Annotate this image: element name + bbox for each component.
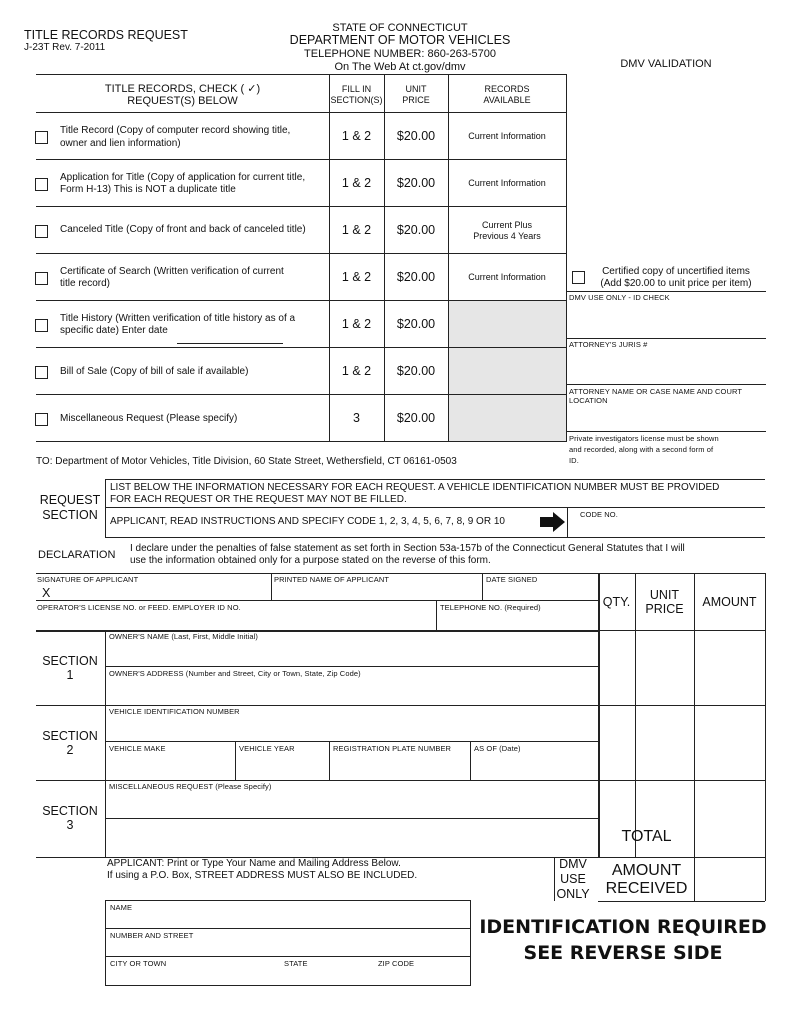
dmv-validation-label: DMV VALIDATION: [620, 58, 712, 70]
request-available: Current Information: [468, 131, 546, 141]
vehicle-make-field[interactable]: [109, 755, 231, 777]
vehicle-make-label: VEHICLE MAKE: [109, 744, 166, 753]
checkbox-application-for-title[interactable]: [35, 178, 48, 191]
request-desc: Certificate of Search (Written verification of current: [60, 266, 284, 277]
dmv-use-only: DMV: [559, 857, 587, 871]
request-available: Current Information: [468, 178, 546, 188]
request-desc: Application for Title (Copy of application for current title,: [60, 172, 306, 183]
request-price: $20.00: [396, 176, 436, 190]
telephone-field[interactable]: [440, 613, 595, 628]
checkbox-bill-of-sale[interactable]: [35, 366, 48, 379]
vin-field[interactable]: [109, 717, 594, 739]
request-instructions: LIST BELOW THE INFORMATION NECESSARY FOR EACH REQUEST. A VEHICLE IDENTIFICATION NUMBER MUST BE PROVIDED: [110, 482, 720, 493]
qty-header: QTY.: [602, 595, 631, 609]
section-1-label: SECTION: [42, 654, 98, 668]
request-sections: 1 & 2: [341, 364, 372, 378]
dmv-use-only: USE: [560, 872, 586, 886]
request-price: $20.00: [396, 364, 436, 378]
request-sections: 1 & 2: [341, 129, 372, 143]
total-amount-field[interactable]: [695, 820, 764, 856]
website: On The Web At ct.gov/dmv: [334, 61, 466, 73]
plate-number-field[interactable]: [333, 755, 466, 777]
mailing-instructions: If using a P.O. Box, STREET ADDRESS MUST ALSO BE INCLUDED.: [107, 870, 418, 881]
attorney-juris-label: ATTORNEY'S JURIS #: [569, 340, 648, 349]
printed-name-field[interactable]: [274, 584, 479, 599]
owner-name-label: OWNER'S NAME (Last, First, Middle Initial): [109, 632, 258, 641]
section-1-label: 1: [66, 668, 74, 682]
pi-note: and recorded, along with a second form of: [569, 445, 714, 454]
mailing-instructions: APPLICANT: Print or Type Your Name and Mailing Address Below.: [107, 858, 401, 869]
header-records: RECORDS: [484, 84, 530, 94]
pi-note: Private investigators license must be shown: [569, 434, 719, 443]
license-no-label: OPERATOR'S LICENSE NO. or FEED. EMPLOYER ID NO.: [37, 603, 241, 612]
total-label: TOTAL: [621, 828, 672, 845]
request-instructions: FOR EACH REQUEST OR THE REQUEST MAY NOT BE FILLED.: [110, 494, 407, 505]
unit-price-header: UNIT: [649, 588, 680, 602]
request-available: Current Plus: [481, 220, 533, 230]
header-sections: SECTION(S): [330, 95, 383, 105]
header-fill-in: FILL IN: [341, 84, 372, 94]
section-2-label: 2: [66, 743, 74, 757]
request-price: $20.00: [396, 270, 436, 284]
mail-name-field[interactable]: [110, 912, 465, 926]
to-address: TO: Department of Motor Vehicles, Title Division, 60 State Street, Wethersfield, CT 06161-0503: [36, 456, 457, 467]
pi-note: ID.: [569, 456, 579, 465]
code-no-label: CODE NO.: [580, 510, 618, 519]
mail-street-field[interactable]: [110, 940, 465, 954]
signature-field[interactable]: [60, 584, 265, 599]
form-number: J-23T Rev. 7-2011: [24, 42, 106, 53]
mail-zip-label: ZIP CODE: [378, 959, 415, 968]
request-section-label: SECTION: [42, 508, 98, 522]
vehicle-year-field[interactable]: [239, 755, 325, 777]
request-section-label: REQUEST: [39, 493, 101, 507]
mail-name-label: NAME: [110, 903, 133, 912]
header-available: AVAILABLE: [483, 95, 531, 105]
declaration-text: use the information obtained only for a purpose stated on the reverse of this form.: [130, 555, 491, 566]
amount-received-label: AMOUNT: [611, 862, 682, 879]
owner-address-label: OWNER'S ADDRESS (Number and Street, City or Town, State, Zip Code): [109, 669, 361, 678]
request-desc: Canceled Title (Copy of front and back of canceled title): [60, 224, 306, 235]
vehicle-year-label: VEHICLE YEAR: [239, 744, 295, 753]
attorney-location-label: LOCATION: [569, 396, 608, 405]
mail-state-label: STATE: [284, 959, 308, 968]
unit-price-header: PRICE: [645, 602, 684, 616]
as-of-date-field[interactable]: [474, 755, 594, 777]
checkbox-title-history[interactable]: [35, 319, 48, 332]
checkbox-miscellaneous-request[interactable]: [35, 413, 48, 426]
date-signed-field[interactable]: [486, 584, 594, 599]
id-check-label: DMV USE ONLY - ID CHECK: [569, 293, 670, 302]
checkbox-certificate-of-search[interactable]: [35, 272, 48, 285]
plate-number-label: REGISTRATION PLATE NUMBER: [333, 744, 452, 753]
checkbox-title-record[interactable]: [35, 131, 48, 144]
declaration-label: DECLARATION: [38, 549, 116, 561]
mail-city-label: CITY OR TOWN: [110, 959, 167, 968]
x-mark: X: [42, 586, 51, 600]
department-name: DEPARTMENT OF MOTOR VEHICLES: [289, 33, 511, 47]
see-reverse-side: SEE REVERSE SIDE: [523, 942, 723, 964]
mail-city-field[interactable]: [110, 968, 280, 982]
request-sections: 1 & 2: [341, 317, 372, 331]
request-desc: title record): [60, 278, 111, 289]
header-requests-below: REQUEST(S) BELOW: [127, 95, 238, 107]
id-required-heading: IDENTIFICATION REQUIRED: [479, 916, 767, 938]
date-signed-label: DATE SIGNED: [486, 575, 538, 584]
telephone-label: TELEPHONE NO. (Required): [440, 603, 541, 612]
amount-received-label: RECEIVED: [605, 880, 688, 897]
certified-copy-label: Certified copy of uncertified items: [602, 266, 750, 277]
mail-state-field[interactable]: [284, 968, 374, 982]
section-3-label: 3: [66, 818, 74, 832]
as-of-date-label: AS OF (Date): [474, 744, 521, 753]
section-3-label: SECTION: [42, 804, 98, 818]
misc-request-label: MISCELLANEOUS REQUEST (Please Specify): [109, 782, 272, 791]
vin-label: VEHICLE IDENTIFICATION NUMBER: [109, 707, 240, 716]
telephone-number: TELEPHONE NUMBER: 860-263-5700: [304, 48, 496, 60]
signature-label: SIGNATURE OF APPLICANT: [37, 575, 139, 584]
misc-request-field[interactable]: [109, 792, 594, 816]
dmv-use-only: ONLY: [556, 887, 590, 901]
request-sections: 3: [353, 411, 360, 425]
checkbox-certified-copy[interactable]: [572, 271, 585, 284]
printed-name-label: PRINTED NAME OF APPLICANT: [274, 575, 390, 584]
request-desc: Form H-13) This is NOT a duplicate title: [60, 184, 236, 195]
request-price: $20.00: [396, 317, 436, 331]
request-desc: Miscellaneous Request (Please specify): [60, 413, 238, 424]
request-desc: Title Record (Copy of computer record showing title,: [60, 125, 291, 136]
header-title-records: TITLE RECORDS, CHECK ( ✓): [104, 83, 261, 95]
license-no-field[interactable]: [37, 613, 432, 628]
request-price: $20.00: [396, 129, 436, 143]
right-arrow-icon: [540, 512, 566, 532]
certified-copy-note: (Add $20.00 to unit price per item): [600, 278, 752, 289]
state-name: STATE OF CONNECTICUT: [332, 22, 468, 34]
form-title: TITLE RECORDS REQUEST: [24, 28, 188, 42]
request-desc: Title History (Written verification of title history as of a: [60, 313, 296, 324]
mail-zip-field[interactable]: [378, 968, 466, 982]
request-price: $20.00: [396, 223, 436, 237]
attorney-name-label: ATTORNEY NAME OR CASE NAME AND COURT: [569, 387, 743, 396]
header-unit: UNIT: [405, 84, 427, 94]
section-2-label: SECTION: [42, 729, 98, 743]
request-price: $20.00: [396, 411, 436, 425]
mail-street-label: NUMBER AND STREET: [110, 931, 194, 940]
request-sections: 1 & 2: [341, 176, 372, 190]
request-sections: 1 & 2: [341, 270, 372, 284]
amount-header: AMOUNT: [702, 595, 757, 609]
request-desc: Bill of Sale (Copy of bill of sale if available): [60, 366, 249, 377]
header-price: PRICE: [402, 95, 430, 105]
request-available: Current Information: [468, 272, 546, 282]
owner-address-field[interactable]: [109, 679, 594, 703]
request-desc: owner and lien information): [60, 138, 181, 149]
misc-request-field-2[interactable]: [109, 821, 594, 854]
enter-date-line[interactable]: [177, 343, 283, 344]
request-available: Previous 4 Years: [473, 231, 541, 241]
request-sections: 1 & 2: [341, 223, 372, 237]
declaration-text: I declare under the penalties of false statement as set forth in Section 53a-157b of the Connecticut General Statutes that I will: [130, 543, 685, 554]
owner-name-field[interactable]: [109, 642, 594, 664]
code-no-input[interactable]: [640, 510, 760, 534]
request-desc: specific date) Enter date: [60, 325, 168, 336]
checkbox-canceled-title[interactable]: [35, 225, 48, 238]
code-instructions: APPLICANT, READ INSTRUCTIONS AND SPECIFY CODE 1, 2, 3, 4, 5, 6, 7, 8, 9 OR 10: [110, 516, 505, 527]
